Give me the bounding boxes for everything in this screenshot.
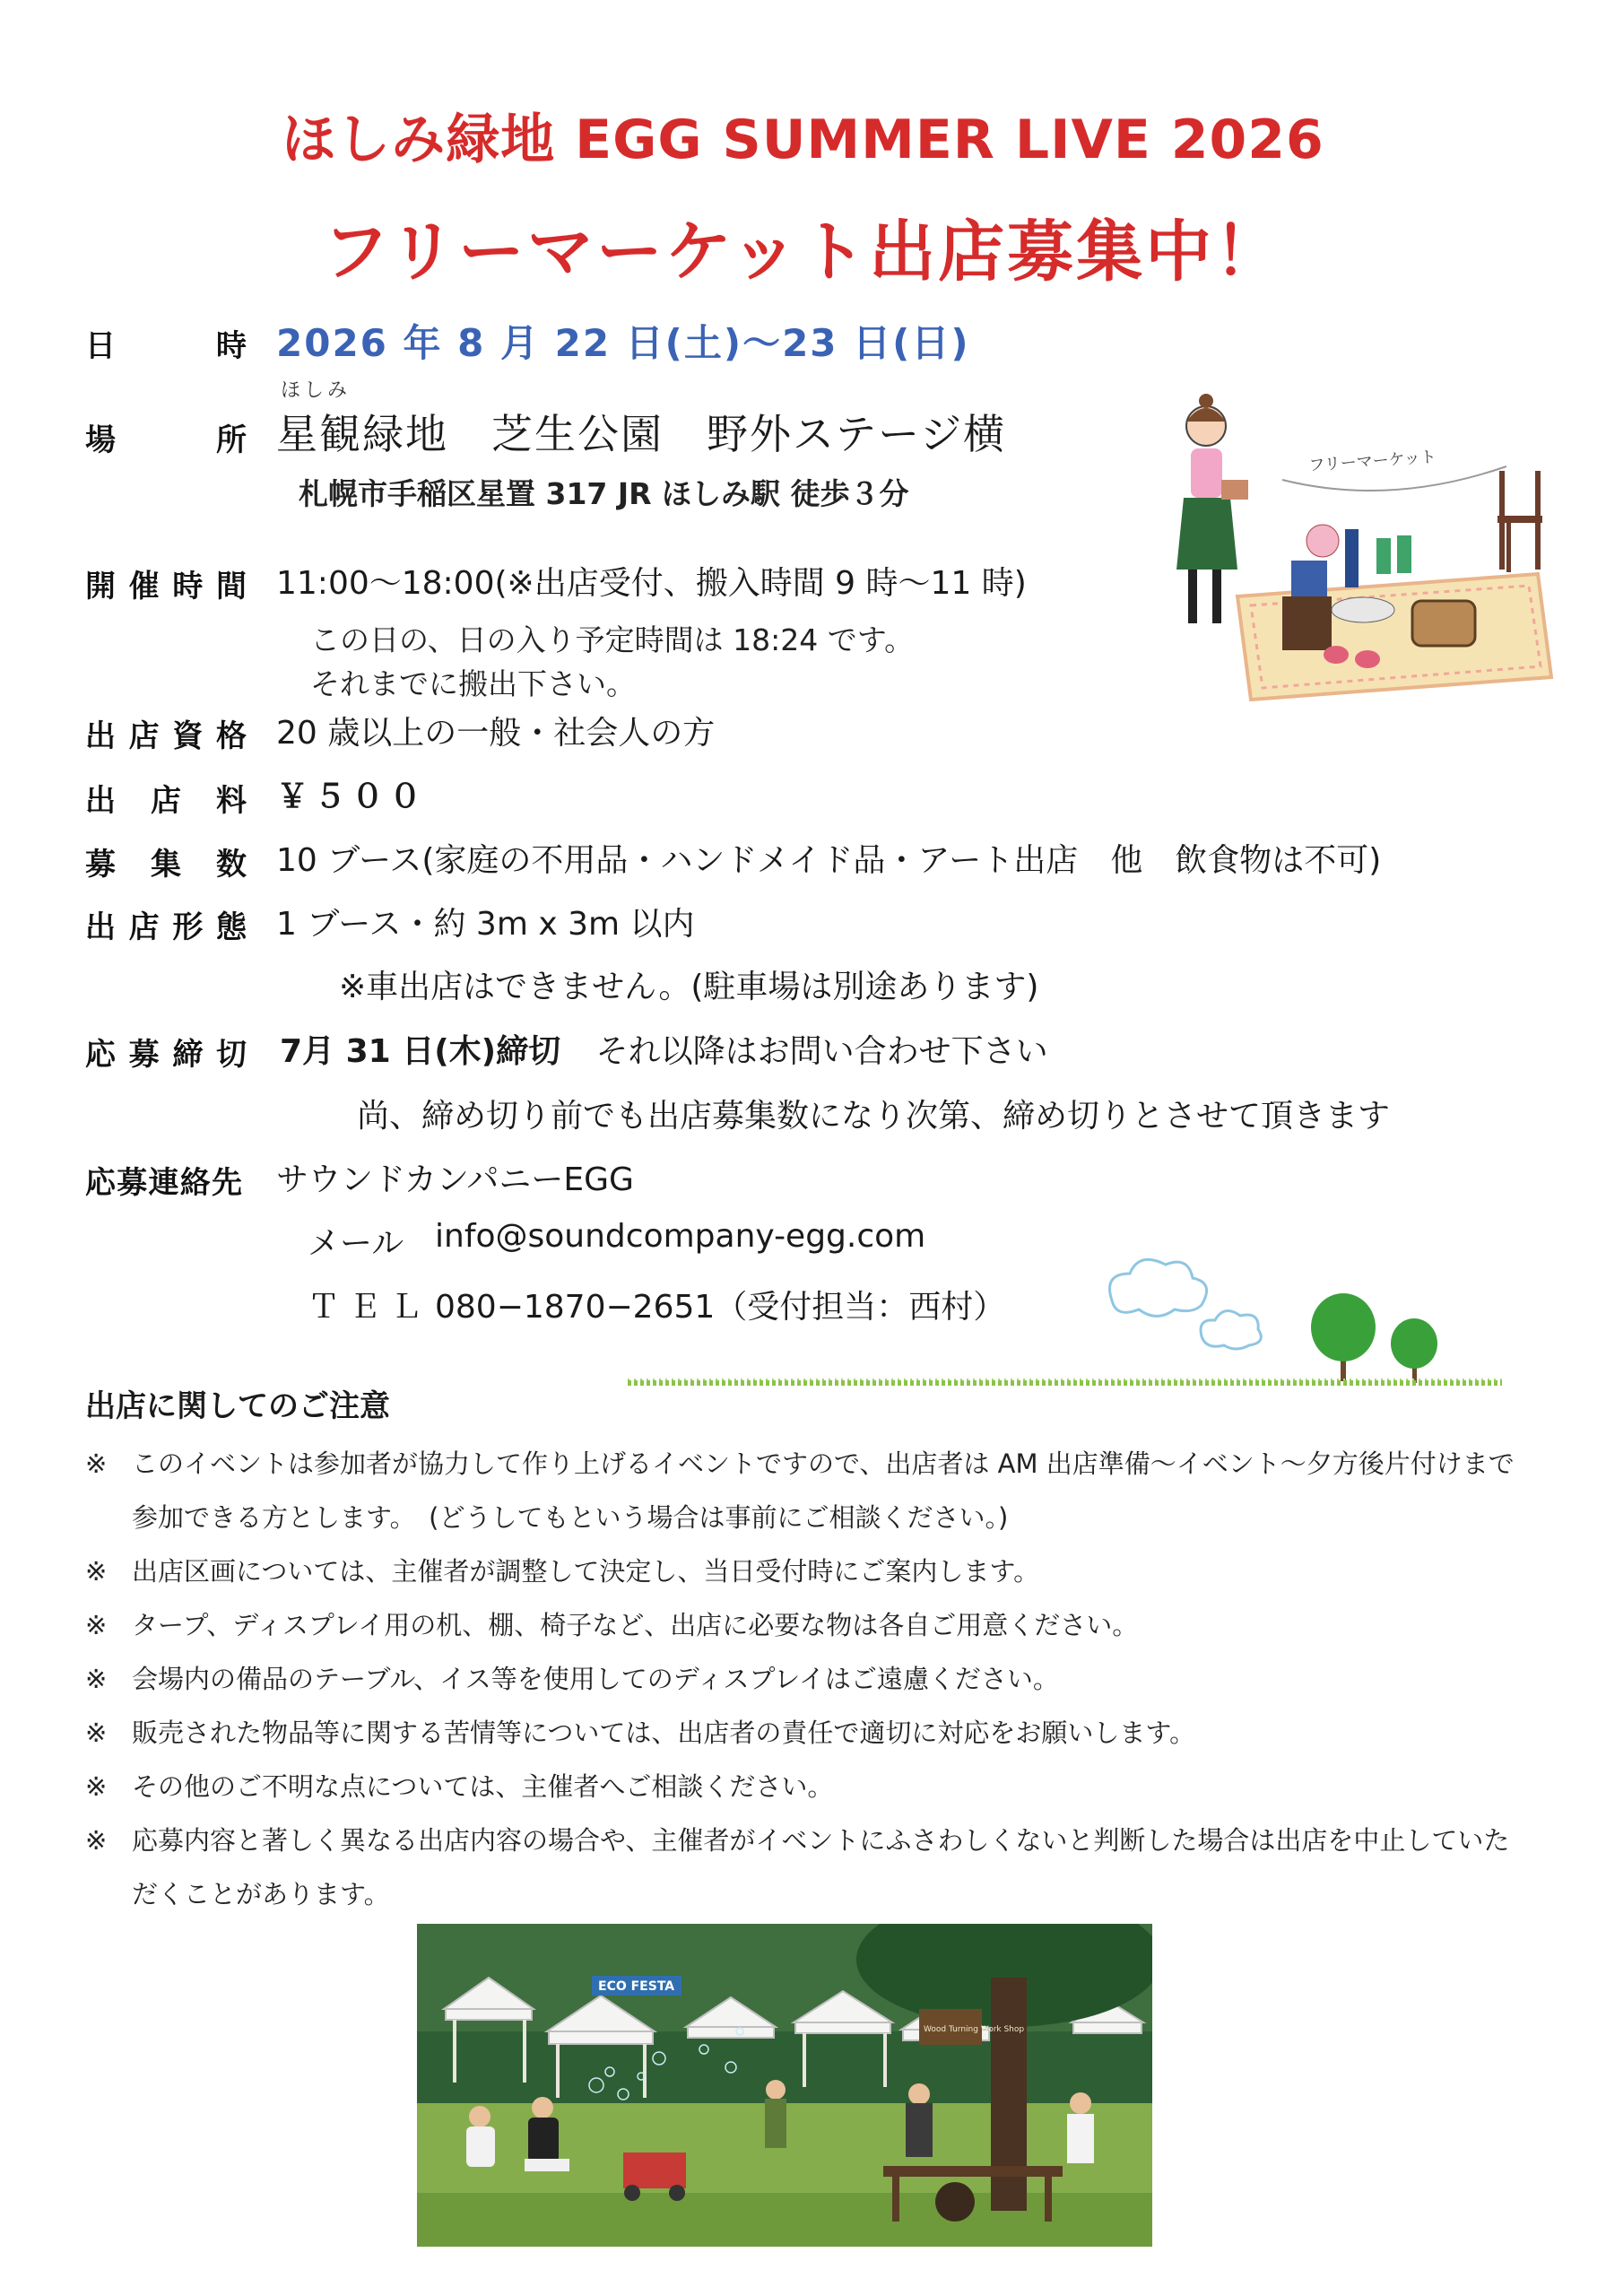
label-datetime: 日 時 [85, 328, 247, 364]
fee-value: ￥５００ [276, 778, 428, 815]
event-date: 2026 年 8 月 22 日(土)～23 日(日) [276, 321, 970, 365]
hours-value: 11:00～18:00(※出店受付、搬入時間 9 時～11 時) [276, 565, 1027, 602]
sunset-note: この日の、日の入り予定時間は 18:24 です。 [310, 622, 915, 657]
note-item: ※ このイベントは参加者が協力して作り上げるイベントですので、出店者は AM 出店準備～イベント～夕方後片付けまで参加できる方とします。 (どうしてもという場合は事前にご相談ください。) [85, 1448, 1515, 1533]
contact-name: サウンドカンパニーEGG [276, 1161, 634, 1198]
label-hours: 開 催 時 間 [85, 569, 247, 604]
slots-value: 10 ブース(家庭の不用品・ハンドメイド品・アート出店 他 飲食物は不可) [276, 842, 1382, 879]
format-value: 1 ブース・約 3m x 3m 以内 [276, 906, 695, 943]
deadline-inquiry: それ以降はお問い合わせ下さい [595, 1033, 1048, 1070]
deadline-date: 7月 31 日(木)締切 [280, 1033, 561, 1070]
recruit-title: フリーマーケット出店募集中！ [322, 213, 1284, 291]
workshop-sign: Wood Turning Work Shop [924, 2025, 1025, 2034]
note-item: ※ 応募内容と著しく異なる出店内容の場合や、主催者がイベントにふさわしくないと判断した場合は出店を中止していただくことがあります。 [85, 1825, 1510, 1909]
note-item: ※ 会場内の備品のテーブル、イス等を使用してのディスプレイはご遠慮ください。 [85, 1664, 1059, 1694]
label-slots: 募 集 数 [85, 847, 247, 883]
place-name: 星観緑地 芝生公園 野外ステージ横 [276, 410, 1007, 458]
label-place: 場 所 [85, 422, 247, 458]
flea-market-illustration [1166, 381, 1560, 704]
note-item: ※ 販売された物品等に関する苦情等については、出店者の責任で適切に対応をお願いします。 [85, 1718, 1196, 1748]
label-format: 出 店 形 態 [85, 909, 247, 945]
label-contact: 応 募 連 絡 先 [85, 1165, 242, 1201]
note-item: ※ タープ、ディスプレイ用の机、棚、椅子など、出店に必要な物は各自ご用意ください。 [85, 1610, 1139, 1640]
event-title: ほしみ緑地 EGG SUMMER LIVE 2026 [282, 109, 1324, 171]
tree-small-icon [1391, 1318, 1437, 1383]
carry-out-note: それまでに搬出下さい。 [310, 666, 636, 701]
deadline-value [280, 1026, 1048, 1072]
note-item: ※ 出店区画については、主催者が調整して決定し、当日受付時にご案内します。 [85, 1556, 1040, 1587]
grass-and-trees-decoration [619, 1247, 1515, 1399]
place-address: 札幌市手稲区星置 317 JR ほしみ駅 徒歩３分 [299, 476, 909, 511]
no-car-note: ※車出店はできません。(駐車場は別途あります) [339, 969, 1039, 1005]
illustration-caption: フリーマーケット [1307, 448, 1437, 475]
eligibility-value: 20 歳以上の一般・社会人の方 [276, 715, 716, 752]
label-deadline: 応 募 締 切 [85, 1037, 247, 1073]
place-ruby: ほしみ [281, 379, 352, 402]
mail-label: メール [308, 1225, 404, 1262]
note-item: ※ その他のご不明な点については、主催者へご相談ください。 [85, 1771, 834, 1802]
label-eligibility: 出 店 資 格 [85, 718, 247, 754]
eco-festa-banner: ECO FESTA [598, 1979, 675, 1994]
tel-label: ＴＥＬ [308, 1289, 432, 1326]
eco-festa-scene-illustration [417, 1924, 1152, 2247]
deadline-note: 尚、締め切り前でも出店募集数になり次第、締め切りとさせて頂きます [357, 1098, 1391, 1135]
label-fee: 出 店 料 [85, 783, 247, 819]
tree-large-icon [1311, 1293, 1376, 1381]
notes-title: 出店に関してのご注意 [85, 1388, 390, 1424]
contact-tel: 080−1870−2651（受付担当：西村） [435, 1289, 1006, 1326]
contact-email[interactable]: info@soundcompany-egg.com [435, 1218, 926, 1255]
